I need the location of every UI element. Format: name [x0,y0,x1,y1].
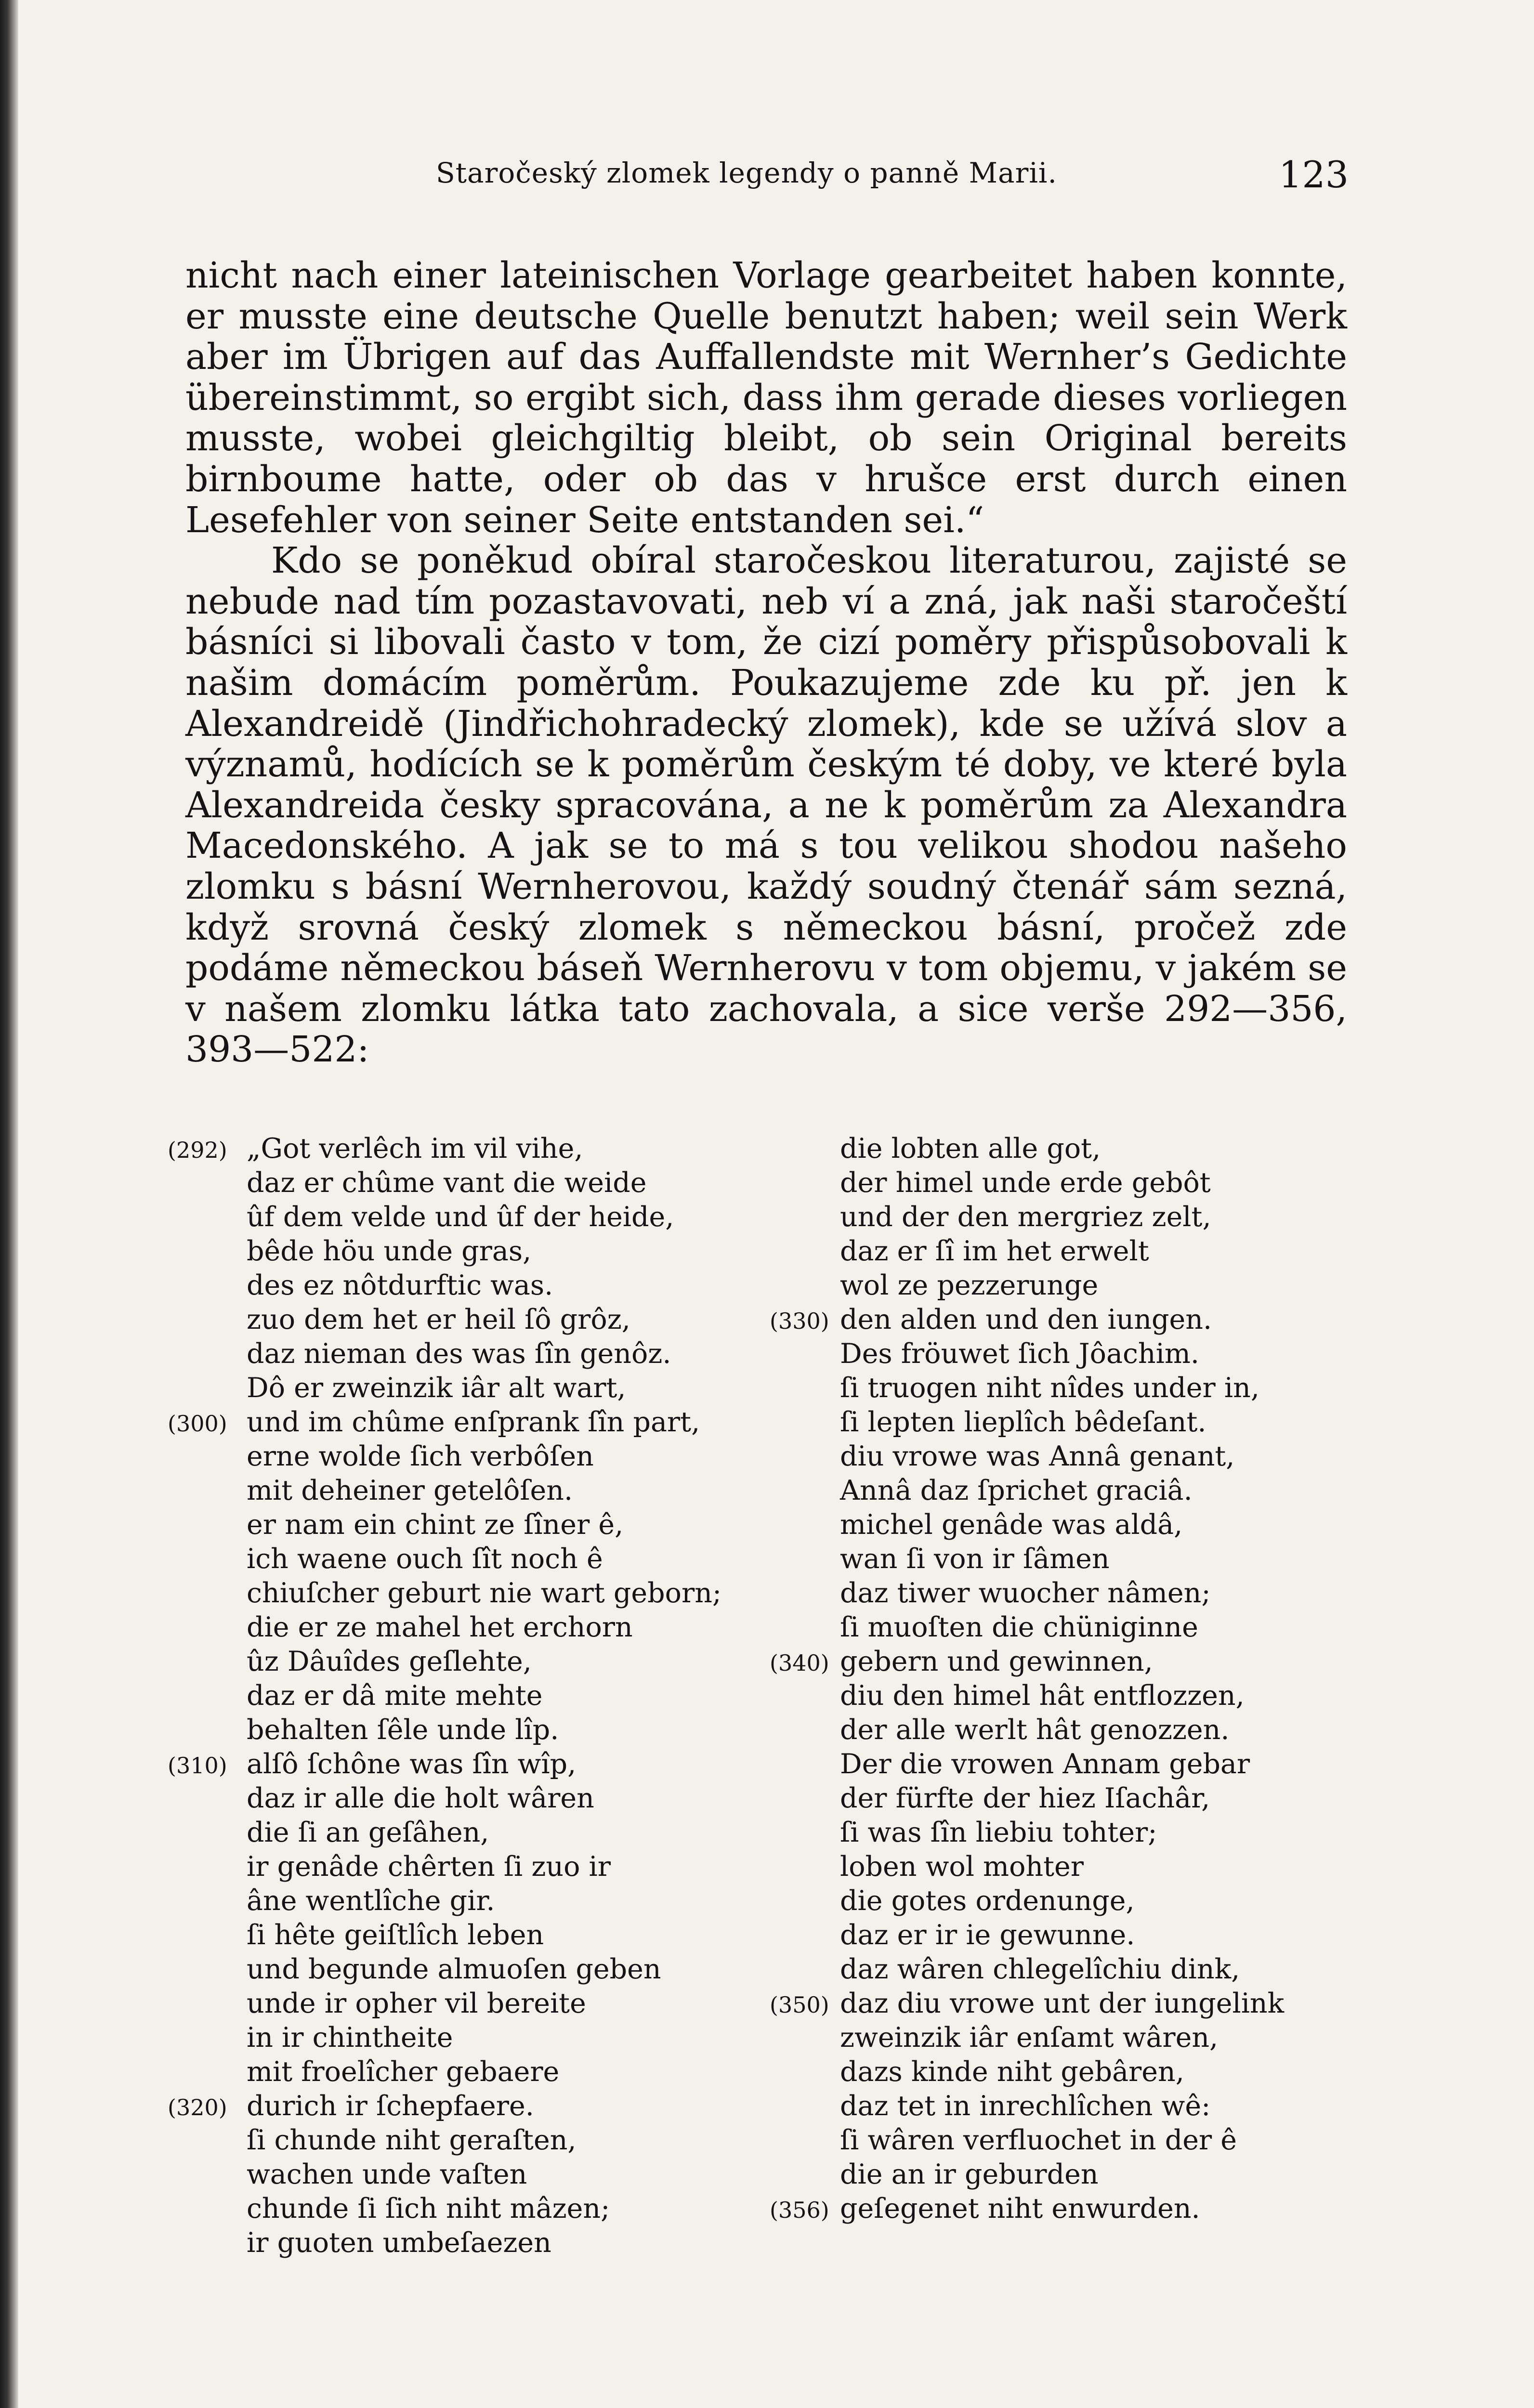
verse-text: ſi hête geiſtlîch leben [247,1919,544,1951]
verse-line [840,1918,1284,1952]
verse-text: daz er dâ mite mehte [247,1680,543,1712]
verse-text: in ir chintheite [247,2022,453,2054]
verse-text: michel genâde was aldâ, [840,1509,1183,1541]
verse-text: behalten ſêle unde lîp. [247,1714,559,1746]
verse-text: ſi chunde niht geraſten, [247,2124,577,2156]
verse-line [840,1850,1284,1884]
verse-text: Dô er zweinzik iâr alt wart, [247,1372,626,1404]
verse-line [247,2021,721,2055]
verse-line [247,2055,721,2089]
verse-text: unde ir opher vil bereite [247,1988,586,2019]
verse-line [247,1850,721,1884]
verse-line [770,1303,1284,1337]
verse-line [840,1713,1284,1747]
verse-text: die lobten alle got, [840,1133,1101,1165]
verse-line [840,2021,1284,2055]
verse-number: (340) [770,1650,829,1676]
verse-line [840,1952,1284,1987]
verse-text: der fürfte der hiez Iſachâr, [840,1782,1210,1814]
verse-line [840,1747,1284,1781]
verse-line [840,1337,1284,1371]
verse-text: und der den mergriez zelt, [840,1201,1211,1233]
verse-text: daz wâren chlegelîchiu dink, [840,1953,1240,1985]
verse-text: ſi muoſten die chüniginne [840,1611,1198,1643]
verse-text: die er ze mahel het erchorn [247,1611,633,1643]
verse-line [840,1679,1284,1713]
verse-line [247,1166,721,1200]
verse-line [840,1542,1284,1576]
poem-column-left [168,1132,722,2260]
verse-text: diu vrowe was Annâ genant, [840,1440,1235,1472]
verse-line [840,2123,1284,2158]
verse-line [840,1269,1284,1303]
verse-text: wol ze pezzerunge [840,1269,1099,1301]
verse-line [840,1132,1284,1166]
verse-text: mit froelîcher gebaere [247,2056,560,2088]
verse-text: der himel unde erde gebôt [840,1167,1211,1199]
verse-text: ir genâde chêrten ſi zuo ir [247,1851,611,1883]
verse-text: chunde ſi ſich niht mâzen; [247,2193,610,2225]
verse-line [247,1781,721,1816]
verse-line [247,1234,721,1269]
poem-column-right [770,1132,1285,2226]
verse-text: bêde höu unde gras, [247,1235,532,1267]
verse-text: Der die vrowen Annam gebar [840,1748,1250,1780]
verse-line [840,1884,1284,1918]
verse-text: âne wentlîche gir. [247,1885,495,1917]
verse-line [840,1200,1284,1234]
verse-line [247,1269,721,1303]
page-number: 123 [1279,153,1349,196]
verse-text: daz er ſî im het erwelt [840,1235,1149,1267]
verse-line [168,1405,721,1440]
verse-text: daz diu vrowe unt der iungelink [840,1988,1285,2019]
verse-line [247,1610,721,1645]
verse-line [247,1303,721,1337]
verse-line [840,1405,1284,1440]
verse-number: (292) [168,1137,227,1163]
verse-number: (320) [168,2094,227,2120]
running-head: Staročeský zlomek legendy o panně Marii. [436,157,1057,189]
verse-line [770,2192,1284,2226]
verse-text: die ſi an geſâhen, [247,1817,489,1848]
verse-text: geſegenet niht enwurden. [840,2193,1200,2225]
verse-line [247,1576,721,1610]
verse-line [247,1645,721,1679]
verse-number: (356) [770,2197,829,2223]
verse-line [168,1132,721,1166]
verse-line [247,1713,721,1747]
verse-line [247,1952,721,1987]
verse-text: wachen unde vaſten [247,2159,527,2190]
verse-text: des ez nôtdurftic was. [247,1269,553,1301]
paragraph-czech-commentary: Kdo se poněkud obíral staročeskou literaturou, zajisté se nebude nad tím pozastavovati, neb ví a zná, jak naši staročeští básníci si libovali často v tom, že cizí poměry přispůsobovali k našim domácím poměrům. Poukazujeme zde ku př. jen k Alexandreidě (Jindřichohradecký zlomek), kde se užívá slov a významů, hodících se k poměrům českým té doby, ve které byla Alexandreida česky spracována, a ne k poměrům za Alexandra Macedonského. A jak se to má s tou velikou shodou našeho zlomku s básní Wernherovou, každý soudný čtenář sám sezná, když srovná český zlomek s německou básní, pročež zde podáme německou báseň Wernherovu v tom objemu, v jakém se v našem zlomku látka tato zachovala, a sice verše 292—356, 393—522: [185,540,1347,1071]
verse-text: Des fröuwet ſich Jôachim. [840,1338,1199,1370]
verse-text: wan ſi von ir ſâmen [840,1543,1110,1575]
verse-line [840,1474,1284,1508]
verse-text: er nam ein chint ze ſîner ê, [247,1509,624,1541]
verse-line [168,2089,721,2123]
verse-number: (350) [770,1992,829,2018]
verse-text: daz tet in inrechlîchen wê: [840,2090,1211,2122]
verse-text: ûf dem velde und ûf der heide, [247,1201,674,1233]
verse-line [247,2226,721,2260]
verse-text: ſi lepten lieplîch bêdeſant. [840,1406,1206,1438]
verse-text: den alden und den iungen. [840,1304,1212,1335]
verse-line [840,1610,1284,1645]
verse-line [840,2055,1284,2089]
verse-line [840,2158,1284,2192]
verse-text: gebern und gewinnen, [840,1646,1153,1677]
verse-line [247,2123,721,2158]
verse-line [840,2089,1284,2123]
verse-text: zweinzik iâr enſamt wâren, [840,2022,1219,2054]
verse-text: durich ir ſchepfaere. [247,2090,534,2122]
verse-text: der alle werlt hât genozzen. [840,1714,1230,1746]
verse-line [168,1747,721,1781]
verse-line [247,2158,721,2192]
verse-line [770,1645,1284,1679]
verse-line [247,1440,721,1474]
verse-line [247,1508,721,1542]
verse-line [840,1508,1284,1542]
verse-line [247,1884,721,1918]
verse-text: alſô ſchône was ſîn wîp, [247,1748,577,1780]
verse-line [840,1440,1284,1474]
verse-line [840,1166,1284,1200]
verse-text: chiuſcher geburt nie wart geborn; [247,1577,722,1609]
verse-text: Annâ daz ſprichet graciâ. [840,1475,1193,1506]
verse-line [840,1371,1284,1405]
verse-text: die an ir geburden [840,2159,1099,2190]
verse-line [840,1234,1284,1269]
prose-body [185,255,1347,1070]
verse-text: und begunde almuoſen geben [247,1953,661,1985]
verse-line [840,1576,1284,1610]
verse-line [247,1816,721,1850]
verse-text: daz tiwer wuocher nâmen; [840,1577,1211,1609]
verse-line [247,1987,721,2021]
verse-text: daz er ir ie gewunne. [840,1919,1135,1951]
verse-text: mit deheiner getelôſen. [247,1475,573,1506]
verse-text: ſi wâren verfluochet in der ê [840,2124,1237,2156]
verse-text: ûz Dâuîdes geſlehte, [247,1646,532,1677]
verse-line [840,1781,1284,1816]
verse-text: ſi was ſîn liebiu tohter; [840,1817,1157,1848]
verse-text: zuo dem het er heil ſô grôz, [247,1304,630,1335]
verse-text: und im chûme enſprank ſîn part, [247,1406,700,1438]
verse-text: daz ir alle die holt wâren [247,1782,594,1814]
verse-line [247,1371,721,1405]
verse-line [840,1816,1284,1850]
paragraph-german-quote: nicht nach einer lateinischen Vorlage gearbeitet haben konnte, er musste eine deutsche Quelle benutzt haben; weil sein Werk aber im Übrigen auf das Auffallendste mit Wernher’s Gedichte übereinstimmt, so ergibt sich, dass ihm gerade dieses vorliegen musste, wobei gleichgiltig bleibt, ob sein Original bereits birnboume hatte, oder ob das v hrušce erst durch einen Lesefehler von seiner Seite entstanden sei.“ [185,255,1347,541]
verse-number: (310) [168,1753,227,1779]
verse-number: (330) [770,1308,829,1334]
verse-text: ſi truogen niht nîdes under in, [840,1372,1259,1404]
verse-line [247,2192,721,2226]
verse-text: daz er chûme vant die weide [247,1167,647,1199]
verse-line [247,1200,721,1234]
verse-text: erne wolde ſich verbôſen [247,1440,594,1472]
scan-left-edge [0,0,18,2408]
verse-text: ir guoten umbeſaezen [247,2227,551,2259]
verse-text: „Got verlêch im vil vihe, [247,1133,583,1165]
verse-line [247,1679,721,1713]
verse-text: ich waene ouch ſît noch ê [247,1543,603,1575]
verse-text: daz nieman des was ſîn genôz. [247,1338,671,1370]
verse-text: die gotes ordenunge, [840,1885,1135,1917]
verse-line [247,1474,721,1508]
verse-line [770,1987,1285,2021]
verse-line [247,1918,721,1952]
verse-line [247,1337,721,1371]
verse-text: loben wol mohter [840,1851,1084,1883]
verse-text: dazs kinde niht gebâren, [840,2056,1184,2088]
verse-line [247,1542,721,1576]
verse-number: (300) [168,1411,227,1437]
verse-text: diu den himel hât entflozzen, [840,1680,1245,1712]
